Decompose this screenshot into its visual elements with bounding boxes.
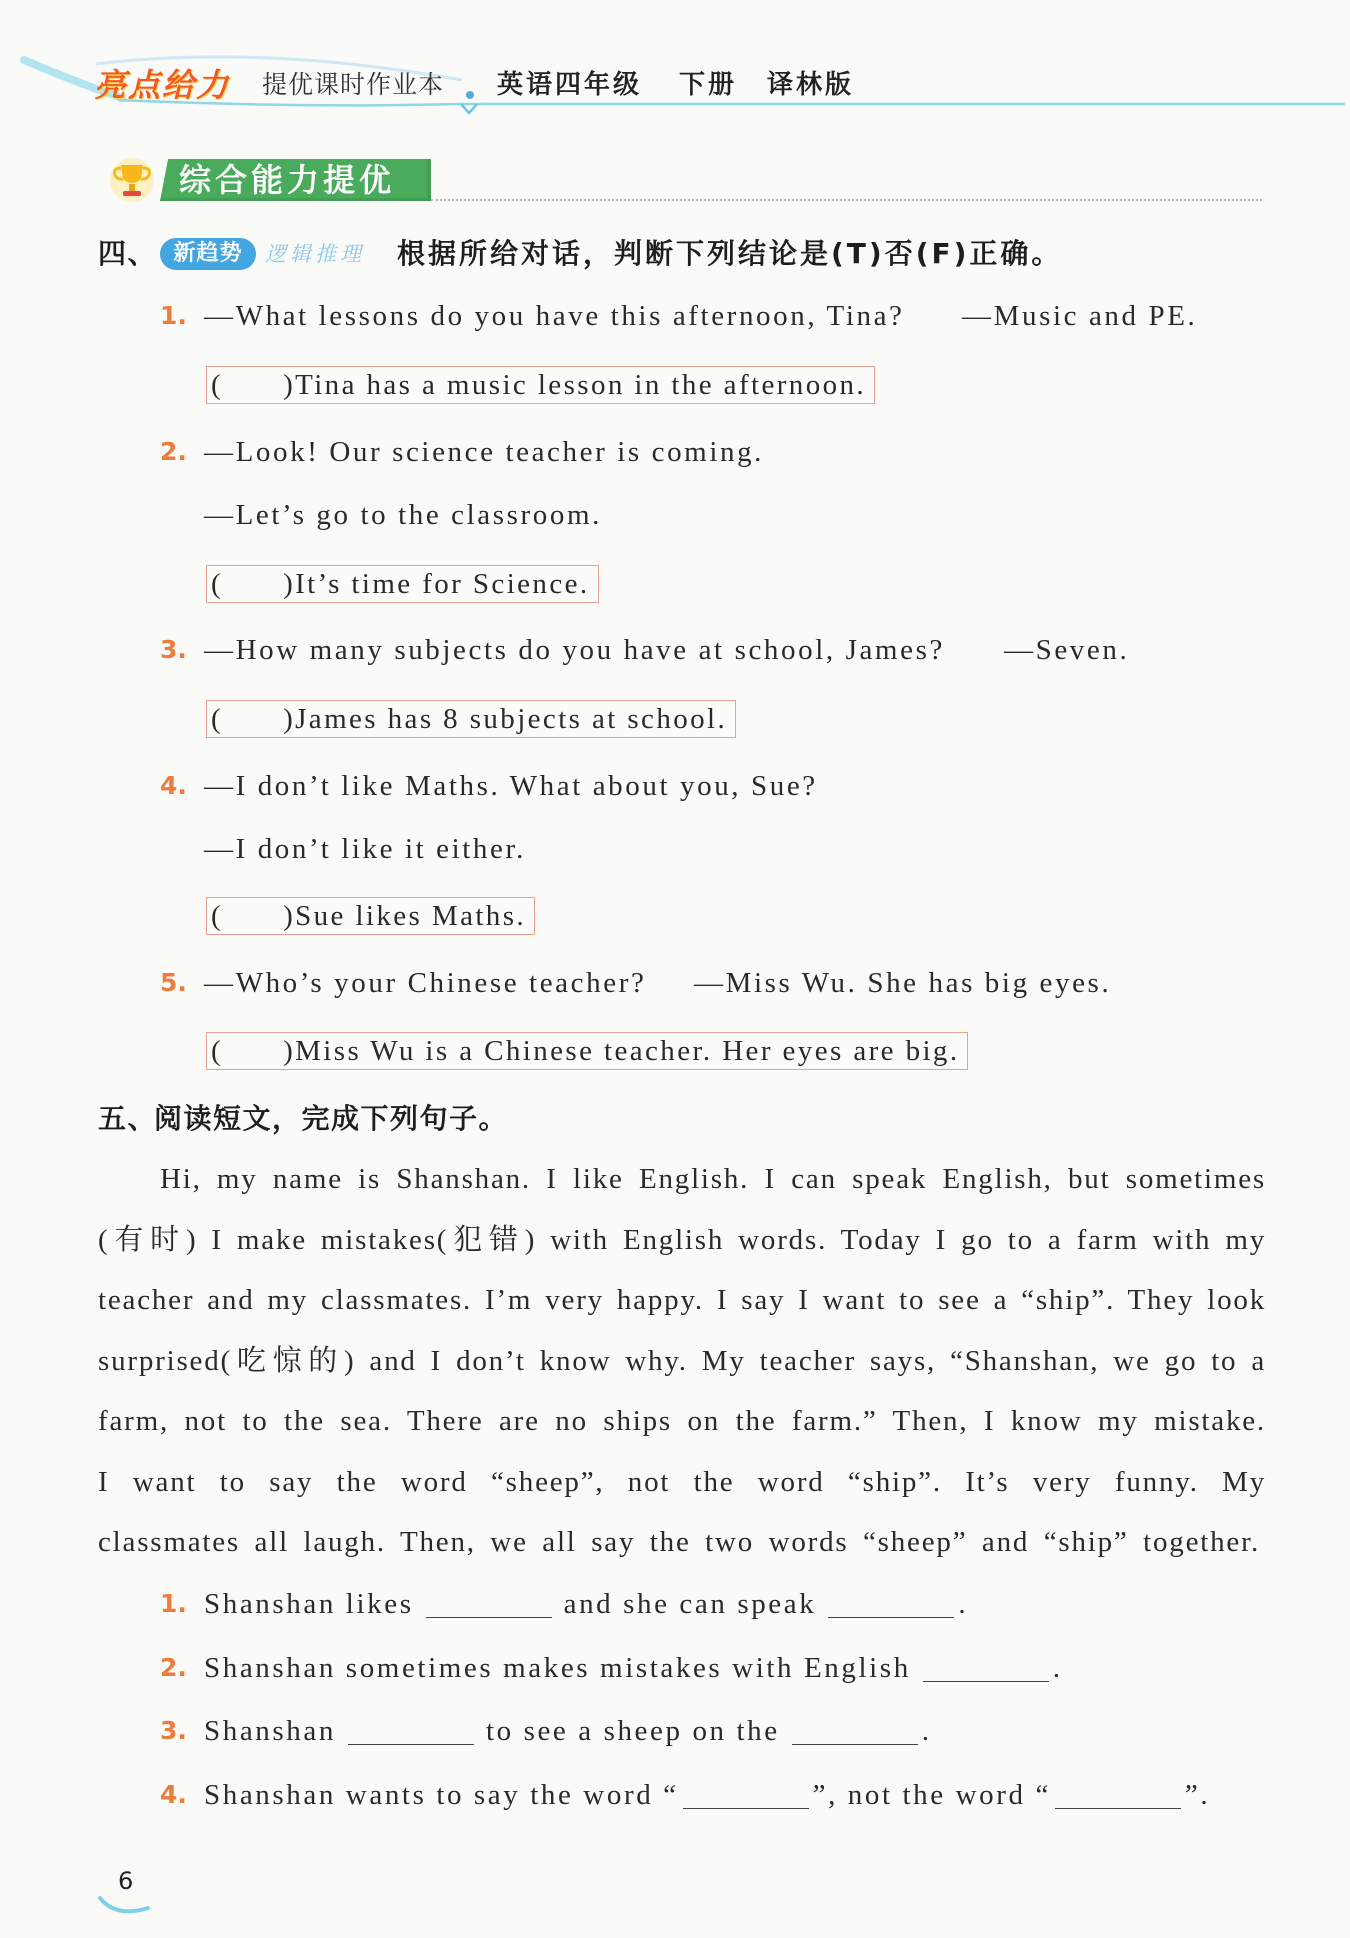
item-number: 2. [160,437,187,466]
paren-open: ( [211,369,224,401]
trend-badge: 新趋势 [160,238,256,270]
part-four-numeral: 四、 [98,237,158,270]
fill-in-sentence [204,1584,968,1624]
page-swoosh-decoration [96,1892,156,1922]
item-number: 4. [160,771,187,800]
statement-text: James has 8 subjects at school. [295,703,728,735]
dialogue-line: —I don’t like Maths. What about you, Sue? [204,770,818,802]
question-number: 2. [160,1653,187,1682]
part-five-numeral: 五、 [98,1102,158,1135]
sentence-part: ”, not the word “ [812,1779,1051,1811]
dialogue-line: —What lessons do you have this afternoon, Tina? [204,300,905,332]
question-number: 4. [160,1780,187,1809]
passage-line: surprised(吃惊的) and I don’t know why. My teacher says, “Shanshan, we go to a [98,1345,1266,1377]
paren-close: ) [283,369,296,401]
sentence-part: Shanshan sometimes makes mistakes with English [204,1652,911,1684]
answer-blank [792,1718,918,1745]
part-four-instruction: 根据所给对话，判断下列结论是(T)否(F)正确。 [397,237,1063,270]
answer-blank [1055,1782,1181,1809]
volume-label: 下册 [679,70,738,100]
statement-text: Tina has a music lesson in the afternoon. [295,369,867,401]
answer-blank [348,1718,474,1745]
page-number: 6 [118,1867,134,1895]
trophy-icon [106,153,160,207]
sentence-part: to see a sheep on the [485,1715,780,1747]
statement-text: Miss Wu is a Chinese teacher. Her eyes are big. [295,1035,960,1067]
paren-close: ) [283,1035,296,1067]
question-number: 3. [160,1716,187,1745]
true-false-statement [206,366,875,404]
passage-line: classmates all laugh. Then, we all say the two words “sheep” and “ship” together. [98,1526,1260,1558]
logic-reasoning-tag: 逻辑推理 [265,242,365,266]
sentence-part: . [1052,1652,1063,1684]
dialogue-reply: —I don’t like it either. [204,833,527,865]
true-false-statement [206,1032,968,1070]
section-title: 综合能力提优 [179,161,396,199]
true-false-statement [206,700,736,738]
true-false-statement [206,897,535,935]
sentence-part: ”. [1184,1779,1211,1811]
fill-in-sentence [204,1711,932,1751]
passage-line: (有时) I make mistakes(犯错) with English words. Today I go to a farm with my [98,1224,1266,1256]
dialogue-reply: —Miss Wu. She has big eyes. [694,967,1112,999]
dialogue-reply: —Let’s go to the classroom. [204,499,603,531]
paren-open: ( [211,568,224,600]
part-five-instruction: 阅读短文，完成下列句子。 [154,1102,509,1135]
dialogue-reply: —Music and PE. [962,300,1198,332]
answer-blank [683,1782,809,1809]
sentence-part: and she can speak [563,1588,817,1620]
paren-close: ) [283,568,296,600]
statement-text: Sue likes Maths. [295,900,527,932]
edition-label: 译林版 [767,70,855,100]
fill-in-sentence [204,1775,1210,1815]
dialogue-line: —Look! Our science teacher is coming. [204,436,765,468]
answer-blank [426,1591,552,1618]
passage-line: teacher and my classmates. I’m very happy. I say I want to see a “ship”. They look [98,1284,1266,1316]
paren-open: ( [211,900,224,932]
series-title: 提优课时作业本 [262,70,445,99]
item-number: 3. [160,635,187,664]
statement-text: It’s time for Science. [295,568,590,600]
sentence-part: . [921,1715,932,1747]
sentence-part: Shanshan [204,1715,336,1747]
paren-close: ) [283,900,296,932]
dialogue-reply: —Seven. [1004,634,1130,666]
item-number: 1. [160,301,187,330]
answer-blank [923,1655,1049,1682]
true-false-statement [206,565,599,603]
brand-logo: 亮点给力 [94,66,231,104]
paren-close: ) [283,703,296,735]
sentence-part: Shanshan likes [204,1588,414,1620]
item-number: 5. [160,968,187,997]
sentence-part: Shanshan wants to say the word “ [204,1779,679,1811]
paren-open: ( [211,703,224,735]
answer-blank [828,1591,954,1618]
sentence-part: . [958,1588,969,1620]
question-number: 1. [160,1589,187,1618]
dialogue-line: —How many subjects do you have at school, James? [204,634,945,666]
subject-grade: 英语四年级 [497,70,643,100]
passage-line: I want to say the word “sheep”, not the word “ship”. It’s very funny. My [98,1466,1266,1498]
fill-in-sentence [204,1648,1063,1688]
section-divider [431,199,1262,201]
passage-line: farm, not to the sea. There are no ships on the farm.” Then, I know my mistake. [98,1405,1266,1437]
passage-line: Hi, my name is Shanshan. I like English. I can speak English, but sometimes [160,1163,1266,1195]
dialogue-line: —Who’s your Chinese teacher? [204,967,647,999]
paren-open: ( [211,1035,224,1067]
